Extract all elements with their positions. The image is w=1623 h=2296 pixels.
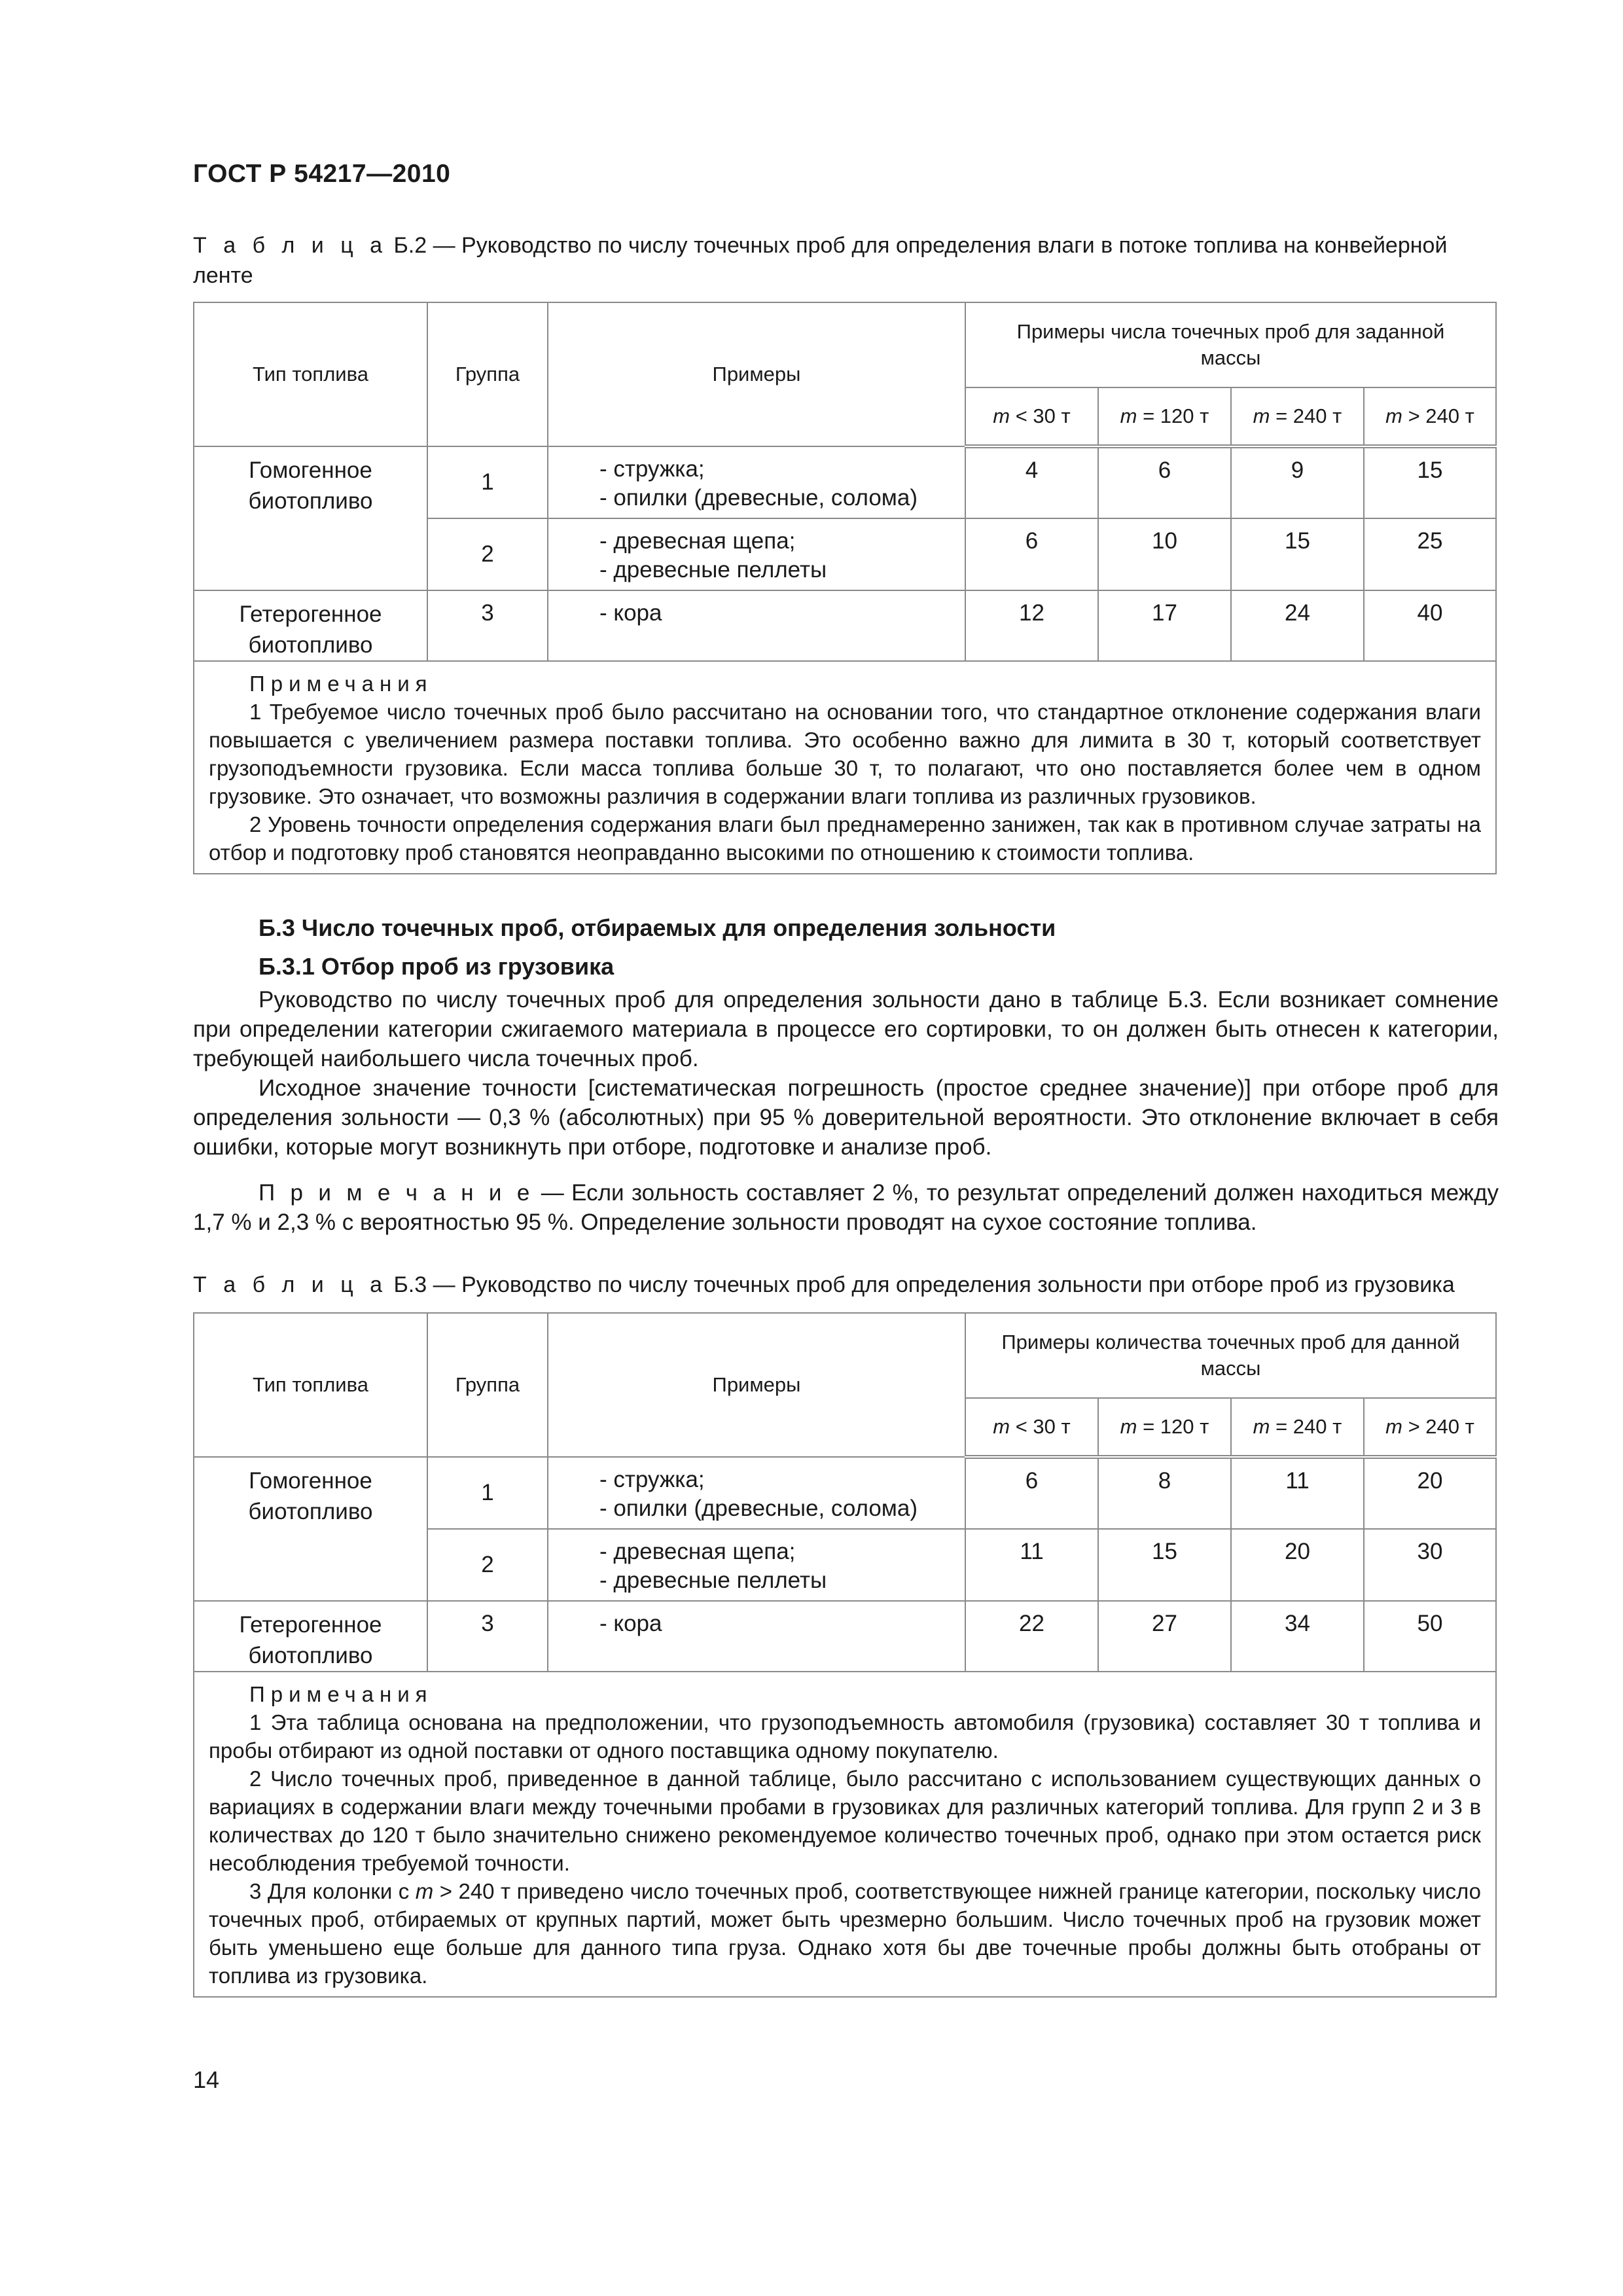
group-cell: 1 bbox=[427, 446, 548, 518]
group-cell: 2 bbox=[427, 518, 548, 590]
notes-row bbox=[194, 1672, 1496, 1997]
note-item: 3 Для колонки с m > 240 т приведено число точечных проб, соответствующее нижней границе категории, поскольку число точечных проб, отбираемых от крупных партий, может быть чрезмерно большим. Число точечных проб на грузовик может быть уменьшено еще больше для данного типа груза. Однако хотя бы две точечные пробы должны быть отобраны от топлива из грузовика. bbox=[209, 1879, 1481, 1988]
note-text: — Если зольность составляет 2 %, то результат определений должен находиться между 1,7 % и 2,3 % с вероятностью 95 %. Определение зольности проводят на сухое состояние топлива. bbox=[193, 1180, 1499, 1235]
table-b3-caption bbox=[193, 1270, 1499, 1300]
group-cell: 3 bbox=[427, 1601, 548, 1672]
value-cell: 6 bbox=[965, 518, 1098, 590]
table-label: Т а б л и ц а bbox=[193, 1272, 388, 1297]
mass-variable: m bbox=[415, 1879, 434, 1903]
subsection-heading: Б.3.1 Отбор проб из грузовика bbox=[259, 953, 615, 980]
value-cell: 50 bbox=[1364, 1601, 1496, 1672]
header-mass-col: m = 120 т bbox=[1098, 387, 1231, 446]
section-note bbox=[193, 1178, 1499, 1237]
value-cell: 10 bbox=[1098, 518, 1231, 590]
value-cell: 20 bbox=[1231, 1529, 1364, 1601]
mass-variable: m bbox=[1385, 404, 1402, 427]
document-header: ГОСТ Р 54217—2010 bbox=[193, 160, 451, 188]
value-cell: 27 bbox=[1098, 1601, 1231, 1672]
fuel-type-cell: Гомогенное биотопливо bbox=[194, 446, 427, 590]
header-mass-col: m > 240 т bbox=[1364, 387, 1496, 446]
header-mass-col: m < 30 т bbox=[965, 1398, 1098, 1457]
value-cell: 15 bbox=[1098, 1529, 1231, 1601]
examples-cell: - кора bbox=[548, 1601, 965, 1672]
header-mass-examples: Примеры количества точечных проб для данной массы bbox=[965, 1313, 1496, 1398]
mass-variable: m bbox=[1120, 404, 1137, 427]
examples-cell: - древесная щепа; - древесные пеллеты bbox=[548, 1529, 965, 1601]
value-cell: 6 bbox=[1098, 446, 1231, 518]
value-cell: 25 bbox=[1364, 518, 1496, 590]
examples-cell: - древесная щепа; - древесные пеллеты bbox=[548, 518, 965, 590]
group-cell: 2 bbox=[427, 1529, 548, 1601]
fuel-type-cell: Гетерогенное биотопливо bbox=[194, 590, 427, 661]
table-label: Т а б л и ц а bbox=[193, 233, 388, 258]
value-cell: 8 bbox=[1098, 1457, 1231, 1529]
value-cell: 12 bbox=[965, 590, 1098, 661]
mass-variable: m bbox=[1385, 1415, 1402, 1438]
examples-cell: - кора bbox=[548, 590, 965, 661]
table-row bbox=[194, 446, 1496, 518]
examples-cell: - стружка; - опилки (древесные, солома) bbox=[548, 446, 965, 518]
header-mass-col: m = 120 т bbox=[1098, 1398, 1231, 1457]
value-cell: 11 bbox=[965, 1529, 1098, 1601]
value-cell: 6 bbox=[965, 1457, 1098, 1529]
table-b2 bbox=[193, 302, 1497, 874]
mass-variable: m bbox=[1120, 1415, 1137, 1438]
header-fuel-type: Тип топлива bbox=[194, 1313, 427, 1457]
value-cell: 34 bbox=[1231, 1601, 1364, 1672]
fuel-type-cell: Гомогенное биотопливо bbox=[194, 1457, 427, 1601]
value-cell: 11 bbox=[1231, 1457, 1364, 1529]
notes-cell bbox=[194, 661, 1496, 874]
group-cell: 3 bbox=[427, 590, 548, 661]
header-examples: Примеры bbox=[548, 1313, 965, 1457]
value-cell: 17 bbox=[1098, 590, 1231, 661]
paragraph: Руководство по числу точечных проб для определения зольности дано в таблице Б.3. Если возникает сомнение при определении категории сжигаемого материала в процессе его сортировки, то он должен быть отнесен к категории, требующей наибольшего числа точечных проб. bbox=[193, 987, 1499, 1071]
note-item: 2 Уровень точности определения содержания влаги был преднамеренно занижен, так как в противном случае затраты на отбор и подготовку проб становятся неоправданно высокими по отношению к стоимости топлива. bbox=[209, 812, 1481, 865]
header-mass-col: m < 30 т bbox=[965, 387, 1098, 446]
section-heading: Б.3 Число точечных проб, отбираемых для определения зольности bbox=[259, 914, 1056, 941]
table-b3 bbox=[193, 1312, 1497, 1998]
header-mass-col: m = 240 т bbox=[1231, 387, 1364, 446]
value-cell: 40 bbox=[1364, 590, 1496, 661]
fuel-type-cell: Гетерогенное биотопливо bbox=[194, 1601, 427, 1672]
examples-cell: - стружка; - опилки (древесные, солома) bbox=[548, 1457, 965, 1529]
value-cell: 15 bbox=[1231, 518, 1364, 590]
mass-variable: m bbox=[1253, 404, 1270, 427]
note-item: 2 Число точечных проб, приведенное в данной таблице, было рассчитано с использованием существующих данных о вариациях в содержании влаги между точечными пробами в грузовиках для различных категорий топлива. Для групп 2 и 3 в количествах до 120 т было значительно снижено рекомендуемое количество точечных проб, однако при этом остается риск несоблюдения требуемой точности. bbox=[209, 1767, 1481, 1875]
table-caption-text: Б.3 — Руководство по числу точечных проб для определения зольности при отборе проб из грузовика bbox=[387, 1272, 1455, 1297]
value-cell: 24 bbox=[1231, 590, 1364, 661]
notes-cell bbox=[194, 1672, 1496, 1997]
header-mass-examples: Примеры числа точечных проб для заданной массы bbox=[965, 302, 1496, 387]
header-group: Группа bbox=[427, 302, 548, 446]
mass-variable: m bbox=[993, 404, 1010, 427]
table-b2-caption bbox=[193, 230, 1499, 291]
note-item: 1 Эта таблица основана на предположении, что грузоподъемность автомобиля (грузовика) составляет 30 т топлива и пробы отбирают из одной поставки от одного поставщика одному покупателю. bbox=[209, 1710, 1481, 1763]
note-item: 1 Требуемое число точечных проб было рассчитано на основании того, что стандартное отклонение содержания влаги повышается с увеличением размера поставки топлива. Это особенно важно для лимита в 30 т, который соответствует грузоподъемности грузовика. Если масса топлива больше 30 т, то полагают, что оно поставляется более чем в одном грузовике. Это означает, что возможны различия в содержании влаги топлива из различных грузовиков. bbox=[209, 700, 1481, 808]
paragraph: Исходное значение точности [систематическая погрешность (простое среднее значение)] при отборе проб для определения зольности — 0,3 % (абсолютных) при 95 % доверительной вероятности. Это отклонение включает в себя ошибки, которые могут возникнуть при отборе, подготовке и анализе проб. bbox=[193, 1075, 1499, 1160]
note-label: П р и м е ч а н и е bbox=[259, 1180, 534, 1206]
value-cell: 15 bbox=[1364, 446, 1496, 518]
header-mass-col: m = 240 т bbox=[1231, 1398, 1364, 1457]
header-examples: Примеры bbox=[548, 302, 965, 446]
mass-variable: m bbox=[993, 1415, 1010, 1438]
notes-title: Примечания bbox=[249, 672, 433, 696]
value-cell: 9 bbox=[1231, 446, 1364, 518]
table-row bbox=[194, 590, 1496, 661]
table-row bbox=[194, 1457, 1496, 1529]
value-cell: 4 bbox=[965, 446, 1098, 518]
notes-row bbox=[194, 661, 1496, 874]
page-number: 14 bbox=[193, 2066, 220, 2093]
value-cell: 20 bbox=[1364, 1457, 1496, 1529]
header-group: Группа bbox=[427, 1313, 548, 1457]
table-row bbox=[194, 1601, 1496, 1672]
header-mass-col: m > 240 т bbox=[1364, 1398, 1496, 1457]
group-cell: 1 bbox=[427, 1457, 548, 1529]
notes-title: Примечания bbox=[249, 1682, 433, 1706]
value-cell: 22 bbox=[965, 1601, 1098, 1672]
header-fuel-type: Тип топлива bbox=[194, 302, 427, 446]
section-body bbox=[193, 985, 1499, 1162]
table-caption-text: Б.2 — Руководство по числу точечных проб для определения влаги в потоке топлива на конвейерной ленте bbox=[193, 233, 1448, 288]
mass-variable: m bbox=[1253, 1415, 1270, 1438]
value-cell: 30 bbox=[1364, 1529, 1496, 1601]
